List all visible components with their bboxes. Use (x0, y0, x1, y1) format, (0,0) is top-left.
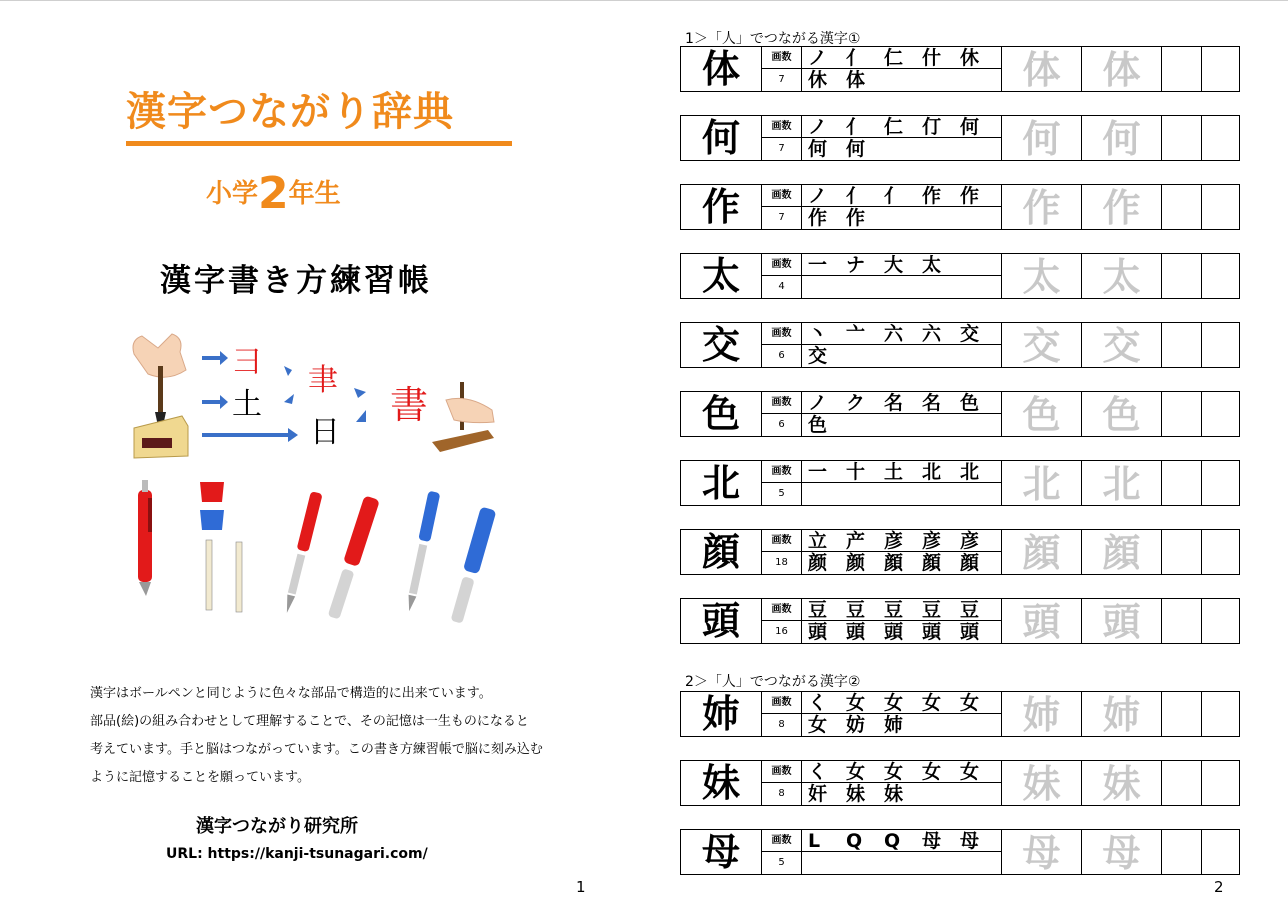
description-line-4: ように記憶することを願っています。 (90, 770, 310, 785)
stroke-step: 豆 (846, 598, 866, 621)
stroke-count-value: 7 (761, 69, 801, 91)
grade-label (206, 168, 341, 219)
stroke-step: 女 (846, 691, 866, 714)
stroke-step: 妹 (884, 783, 904, 805)
stroke-step: 女 (922, 760, 942, 783)
stroke-order-top (801, 830, 1001, 852)
title-underline (126, 141, 512, 146)
stroke-count-label: 画数 (761, 530, 801, 552)
refill-icon-1 (206, 540, 212, 610)
practice-box (1201, 461, 1241, 505)
grade-suffix: 年生 (288, 179, 341, 209)
stroke-count-value: 4 (761, 276, 801, 298)
section-title-1: 1＞「人」でつながる漢字① (685, 31, 861, 47)
practice-box (1201, 530, 1241, 574)
page-number-left: 1 (576, 878, 586, 896)
trace-character: 頭 (1081, 599, 1161, 643)
stroke-step: 奸 (808, 783, 828, 805)
stroke-step: 顔 (960, 552, 980, 574)
kanji-character: 妹 (701, 761, 740, 805)
stroke-step: 名 (884, 391, 904, 414)
practice-box (1161, 47, 1201, 91)
stroke-order-bottom (801, 714, 1001, 736)
grade-prefix: 小学 (206, 179, 259, 209)
stroke-count-value: 8 (761, 714, 801, 736)
organization-name: 漢字つながり研究所 (196, 816, 358, 837)
stroke-order-top (801, 254, 1001, 276)
stroke-order-bottom (801, 207, 1001, 229)
practice-box (1161, 116, 1201, 160)
kanji-row (680, 46, 1240, 92)
practice-box (1161, 185, 1201, 229)
stroke-step: ノ (808, 184, 828, 207)
stroke-order-top (801, 392, 1001, 414)
stroke-step: 仁 (884, 115, 904, 138)
stroke-order-top (801, 530, 1001, 552)
stroke-step: 什 (922, 46, 942, 69)
website-url: URL: https://kanji-tsunagari.com/ (166, 846, 428, 862)
stroke-step: 何 (808, 138, 828, 160)
stroke-step: 母 (960, 829, 980, 852)
kanji-character: 交 (701, 323, 740, 367)
stroke-step: Q (846, 829, 863, 852)
trace-character: 顔 (1001, 530, 1081, 574)
stroke-step: 女 (960, 691, 980, 714)
stroke-count-value: 8 (761, 783, 801, 805)
stroke-step: 一 (808, 253, 828, 276)
stroke-step: 作 (922, 184, 942, 207)
stroke-step: ナ (846, 253, 866, 276)
kanji-character: 北 (701, 461, 740, 505)
trace-character: 妹 (1081, 761, 1161, 805)
trace-character: 体 (1001, 47, 1081, 91)
trace-character: 作 (1081, 185, 1161, 229)
red-pen-icon-2 (326, 495, 380, 620)
kanji-row (680, 760, 1240, 806)
practice-box (1201, 185, 1241, 229)
stroke-count-value: 18 (761, 552, 801, 574)
stroke-count-label: 画数 (761, 185, 801, 207)
stroke-step: 仁 (884, 46, 904, 69)
stroke-count-label: 画数 (761, 461, 801, 483)
stroke-step: 女 (884, 760, 904, 783)
arrow-icons (202, 351, 366, 442)
refill-icon-2 (236, 542, 242, 612)
stroke-order-bottom (801, 783, 1001, 805)
stroke-step: 頭 (808, 621, 828, 643)
stroke-step: 豆 (808, 598, 828, 621)
stroke-count-label: 画数 (761, 47, 801, 69)
kanji-row (680, 322, 1240, 368)
stroke-step: 亻 (884, 184, 904, 207)
practice-box (1201, 599, 1241, 643)
stroke-order-bottom (801, 138, 1001, 160)
left-page (0, 0, 640, 910)
stroke-step: 女 (808, 714, 828, 736)
kanji-character: 頭 (701, 599, 740, 643)
trace-character: 太 (1081, 254, 1161, 298)
trace-character: 何 (1081, 116, 1161, 160)
stroke-step: 彦 (922, 529, 942, 552)
stroke-count-label: 画数 (761, 323, 801, 345)
stroke-step: 何 (846, 138, 866, 160)
trace-character: 色 (1001, 392, 1081, 436)
kanji-row (680, 184, 1240, 230)
stroke-step: ノ (808, 391, 828, 414)
stroke-step: 土 (884, 460, 904, 483)
kanji-character: 母 (701, 830, 740, 874)
trace-character: 顔 (1081, 530, 1161, 574)
practice-box (1161, 599, 1201, 643)
stroke-count-value: 16 (761, 621, 801, 643)
stroke-step: ノ (808, 46, 828, 69)
grade-number: 2 (258, 168, 289, 219)
page-number-right: 2 (1214, 878, 1224, 896)
stroke-step: 北 (960, 460, 980, 483)
stroke-step: 交 (960, 322, 980, 345)
practice-box (1201, 116, 1241, 160)
stroke-step: 六 (884, 322, 904, 345)
trace-character: 北 (1081, 461, 1161, 505)
stroke-step: 太 (922, 253, 942, 276)
stroke-step: 丶 (808, 322, 828, 345)
stroke-step: 女 (960, 760, 980, 783)
stroke-step: 頭 (960, 621, 980, 643)
practice-box (1161, 254, 1201, 298)
stroke-step: 作 (960, 184, 980, 207)
kanji-row (680, 691, 1240, 737)
stroke-step: 彦 (960, 529, 980, 552)
practice-box (1161, 692, 1201, 736)
part-char-4: 日 (310, 415, 340, 450)
stroke-step: 大 (884, 253, 904, 276)
stroke-step: 名 (922, 391, 942, 414)
stroke-count-value: 7 (761, 138, 801, 160)
practice-box (1161, 323, 1201, 367)
stroke-step: く (808, 760, 828, 783)
hand-brush-icon (133, 334, 186, 426)
stroke-step: 母 (922, 829, 942, 852)
stroke-step: Q (884, 829, 901, 852)
practice-box (1201, 392, 1241, 436)
trace-character: 太 (1001, 254, 1081, 298)
stroke-step: 休 (808, 69, 828, 91)
trace-character: 頭 (1001, 599, 1081, 643)
stroke-order-top (801, 185, 1001, 207)
stroke-order-bottom (801, 552, 1001, 574)
trace-character: 母 (1081, 830, 1161, 874)
stroke-step: 頭 (884, 621, 904, 643)
kanji-row (680, 391, 1240, 437)
description-line-2: 部品(絵)の組み合わせとして理解することで、その記憶は一生ものになると (90, 714, 529, 729)
stroke-step: 女 (846, 760, 866, 783)
stroke-step: 六 (922, 322, 942, 345)
stroke-step: 颜 (846, 552, 866, 574)
stroke-order-top (801, 761, 1001, 783)
ink-box-icon (134, 416, 188, 458)
practice-box (1201, 830, 1241, 874)
stroke-order-bottom (801, 345, 1001, 367)
stroke-step: 产 (846, 529, 866, 552)
kanji-row (680, 598, 1240, 644)
kanji-row (680, 253, 1240, 299)
stroke-step: 仃 (922, 115, 942, 138)
practice-box (1201, 323, 1241, 367)
stroke-step: 妹 (846, 783, 866, 805)
stroke-count-label: 画数 (761, 599, 801, 621)
stroke-step: 頭 (922, 621, 942, 643)
practice-box (1161, 392, 1201, 436)
stroke-step: 一 (808, 460, 828, 483)
book-subtitle: 漢字書き方練習帳 (160, 263, 432, 299)
stroke-step: 色 (808, 414, 828, 436)
practice-box (1201, 761, 1241, 805)
stroke-step: 作 (808, 207, 828, 229)
kanji-row (680, 829, 1240, 875)
writing-hand-icon (432, 382, 494, 452)
stroke-order-bottom (801, 852, 1001, 874)
stroke-count-label: 画数 (761, 830, 801, 852)
stroke-step: 十 (846, 460, 866, 483)
blue-pen-icon (449, 506, 497, 624)
stroke-order-bottom (801, 621, 1001, 643)
trace-character: 何 (1001, 116, 1081, 160)
illustration (128, 330, 508, 640)
stroke-step: 交 (808, 345, 828, 367)
description-line-3: 考えています。手と脳はつながっています。この書き方練習帳で脳に刻み込む (90, 742, 543, 757)
trace-character: 交 (1081, 323, 1161, 367)
stroke-step: 豆 (884, 598, 904, 621)
stroke-count-label: 画数 (761, 116, 801, 138)
trace-character: 色 (1081, 392, 1161, 436)
stroke-order-top (801, 47, 1001, 69)
stroke-order-top (801, 599, 1001, 621)
stroke-order-bottom (801, 414, 1001, 436)
stroke-count-label: 画数 (761, 761, 801, 783)
red-pen-parts-icon (281, 491, 323, 614)
stroke-count-value: 7 (761, 207, 801, 229)
kanji-character: 顔 (701, 530, 740, 574)
kanji-character: 何 (701, 116, 740, 160)
red-cap-icon (200, 482, 224, 502)
practice-box (1201, 47, 1241, 91)
stroke-step: 北 (922, 460, 942, 483)
stroke-step: 色 (960, 391, 980, 414)
stroke-count-value: 6 (761, 345, 801, 367)
trace-character: 体 (1081, 47, 1161, 91)
stroke-step: 妨 (846, 714, 866, 736)
stroke-order-top (801, 692, 1001, 714)
stroke-step: 女 (884, 691, 904, 714)
stroke-order-bottom (801, 276, 1001, 298)
stroke-count-value: 5 (761, 852, 801, 874)
stroke-step: 颜 (808, 552, 828, 574)
stroke-count-label: 画数 (761, 692, 801, 714)
practice-box (1161, 530, 1201, 574)
trace-character: 妹 (1001, 761, 1081, 805)
trace-character: 交 (1001, 323, 1081, 367)
stroke-order-top (801, 323, 1001, 345)
practice-box (1161, 761, 1201, 805)
part-char-1: ⺕ (232, 345, 262, 380)
practice-box (1161, 461, 1201, 505)
stroke-order-top (801, 461, 1001, 483)
stroke-step: L (808, 829, 821, 852)
part-char-2: 土 (232, 387, 262, 422)
blue-cap-icon (200, 510, 224, 530)
stroke-order-bottom (801, 69, 1001, 91)
kanji-character: 体 (701, 47, 740, 91)
kanji-row (680, 529, 1240, 575)
stroke-step: 亠 (846, 322, 866, 345)
stroke-step: 女 (922, 691, 942, 714)
trace-character: 作 (1001, 185, 1081, 229)
stroke-step: ク (846, 391, 866, 414)
stroke-step: 豆 (960, 598, 980, 621)
kanji-row (680, 115, 1240, 161)
stroke-step: 姉 (884, 714, 904, 736)
kanji-row (680, 460, 1240, 506)
stroke-step: 豆 (922, 598, 942, 621)
trace-character: 北 (1001, 461, 1081, 505)
trace-character: 姉 (1081, 692, 1161, 736)
red-pen-icon (138, 480, 152, 596)
stroke-step: 亻 (846, 184, 866, 207)
section-title-2: 2＞「人」でつながる漢字② (685, 674, 861, 690)
stroke-step: 亻 (846, 46, 866, 69)
kanji-character: 姉 (701, 692, 740, 736)
description-line-1: 漢字はボールペンと同じように色々な部品で構造的に出来ています。 (90, 686, 492, 701)
stroke-count-label: 画数 (761, 254, 801, 276)
stroke-step: 体 (846, 69, 866, 91)
stroke-step: 亻 (846, 115, 866, 138)
practice-box (1201, 254, 1241, 298)
book-title: 漢字つながり辞典 (126, 89, 454, 135)
description (90, 680, 590, 792)
stroke-order-top (801, 116, 1001, 138)
stroke-step: 作 (846, 207, 866, 229)
stroke-step: 何 (960, 115, 980, 138)
kanji-character: 色 (701, 392, 740, 436)
stroke-step: 立 (808, 529, 828, 552)
stroke-step: く (808, 691, 828, 714)
stroke-step: 顔 (884, 552, 904, 574)
stroke-count-label: 画数 (761, 392, 801, 414)
stroke-step: ノ (808, 115, 828, 138)
stroke-step: 顔 (922, 552, 942, 574)
stroke-step: 彦 (884, 529, 904, 552)
part-char-3: 聿 (308, 363, 338, 398)
part-char-5: 書 (390, 383, 429, 427)
kanji-character: 作 (701, 185, 740, 229)
stroke-count-value: 5 (761, 483, 801, 505)
practice-box (1201, 692, 1241, 736)
trace-character: 母 (1001, 830, 1081, 874)
blue-pen-parts-icon (403, 491, 440, 613)
kanji-character: 太 (701, 254, 740, 298)
stroke-step: 頭 (846, 621, 866, 643)
stroke-count-value: 6 (761, 414, 801, 436)
practice-box (1161, 830, 1201, 874)
stroke-order-bottom (801, 483, 1001, 505)
trace-character: 姉 (1001, 692, 1081, 736)
stroke-step: 休 (960, 46, 980, 69)
